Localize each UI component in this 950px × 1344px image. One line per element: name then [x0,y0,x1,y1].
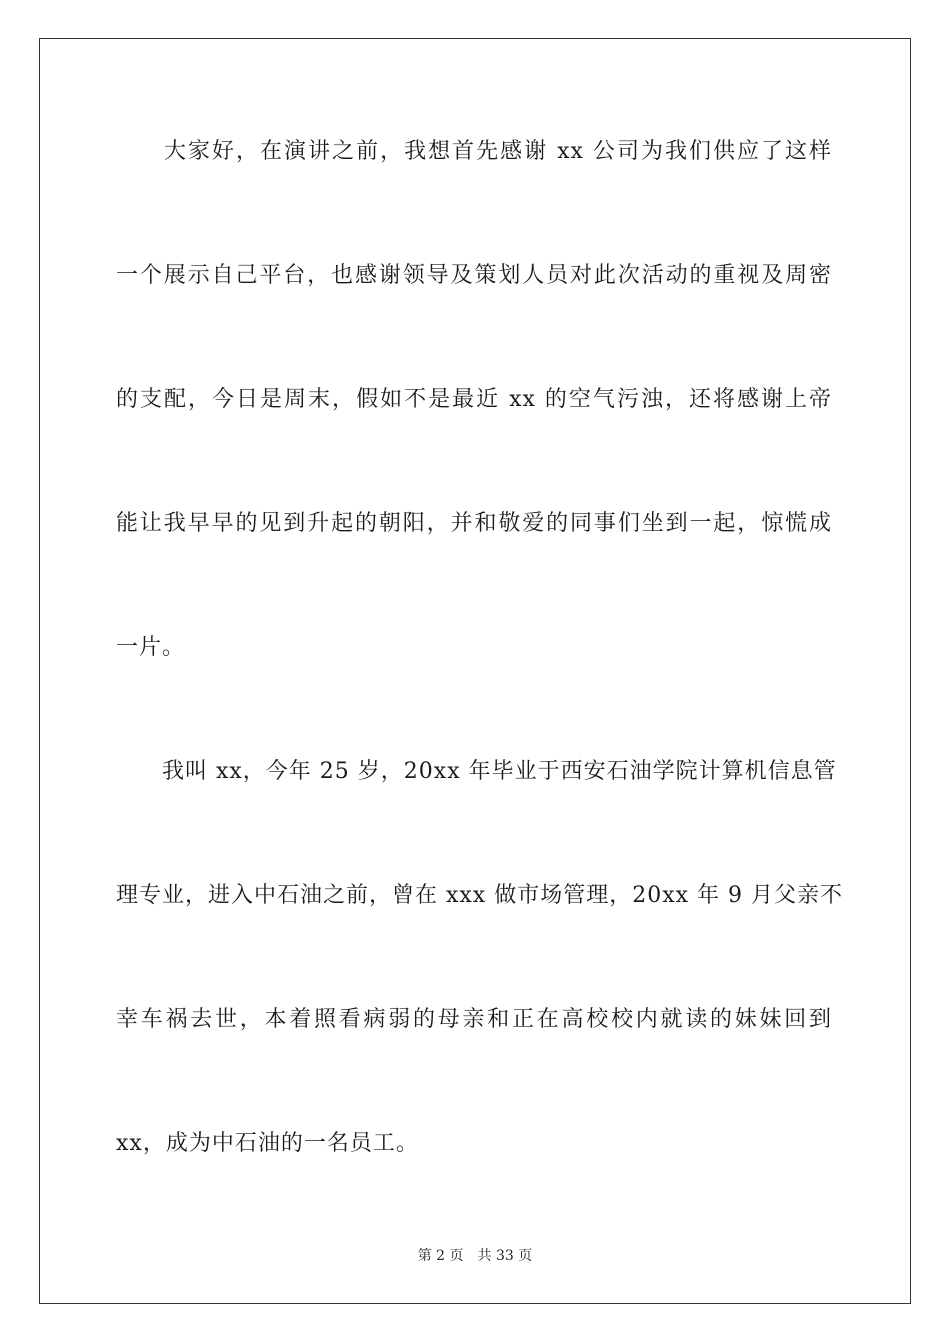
page-footer [0,1246,950,1266]
page-number: 第 2 页 [417,1248,464,1264]
paragraph-1-line-5: 一片。 [116,635,186,660]
paragraph-1-line-3: 的支配，今日是周末，假如不是最近 xx 的空气污浊，还将感谢上帝 [116,387,832,412]
paragraph-2-line-2: 理专业，进入中石油之前，曾在 xxx 做市场管理，20xx 年 9 月父亲不 [116,883,843,908]
page-total: 共 33 页 [477,1248,533,1264]
paragraph-2-line-4: xx，成为中石油的一名员工。 [116,1131,419,1156]
paragraph-1-line-1: 大家好，在演讲之前，我想首先感谢 xx 公司为我们供应了这样 [116,139,832,164]
paragraph-1-line-2: 一个展示自己平台，也感谢领导及策划人员对此次活动的重视及周密 [116,263,832,288]
paragraph-2-line-3: 幸车祸去世，本着照看病弱的母亲和正在高校校内就读的妹妹回到 [116,1007,832,1032]
paragraph-2-line-1: 我叫 xx，今年 25 岁，20xx 年毕业于西安石油学院计算机信息管 [116,759,837,784]
page-border [39,38,911,1304]
paragraph-1-line-4: 能让我早早的见到升起的朝阳，并和敬爱的同事们坐到一起，惊慌成 [116,511,832,536]
